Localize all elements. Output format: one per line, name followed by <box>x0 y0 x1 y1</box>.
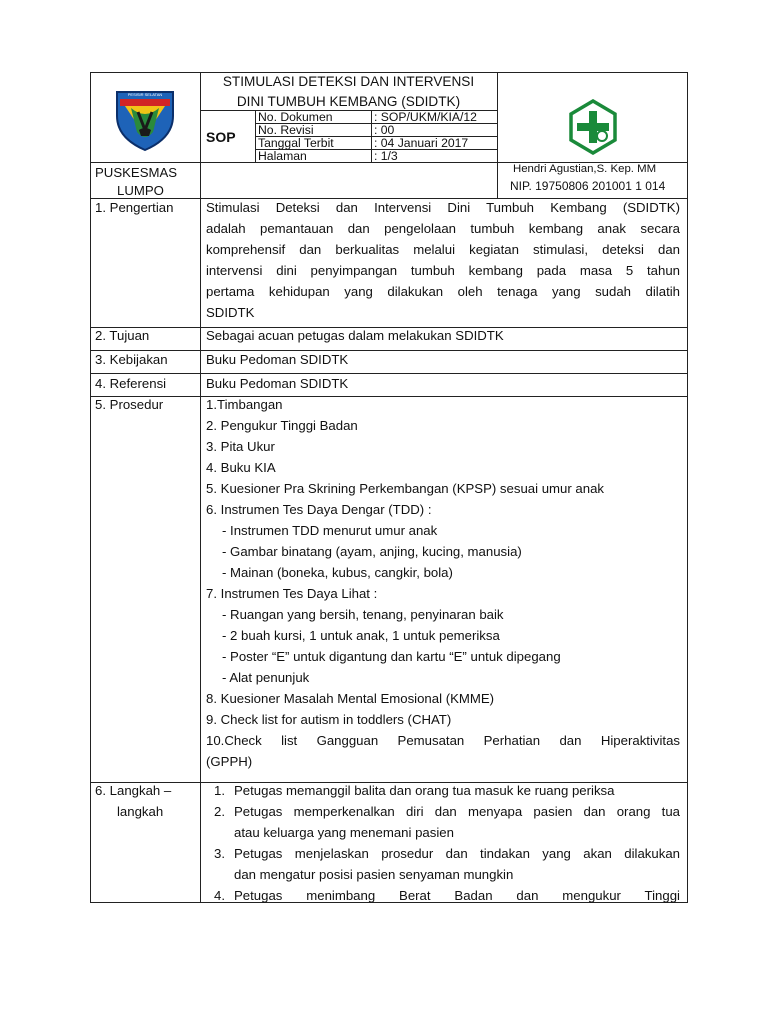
prosedur-item: 5. Kuesioner Pra Skrining Perkembangan (KPSP) sesuai umur anak <box>206 481 605 496</box>
tujuan-text: Sebagai acuan petugas dalam melakukan SDIDTK <box>206 328 504 343</box>
prosedur-item: 7. Instrumen Tes Daya Lihat : <box>206 586 378 601</box>
divider <box>90 350 688 351</box>
doc-field-label: Halaman <box>258 149 307 163</box>
doc-field-value: : 04 Januari 2017 <box>374 136 469 150</box>
doc-field-label: No. Dokumen <box>258 110 333 124</box>
section-label-langkah: 6. Langkah – <box>95 783 172 798</box>
section-label-langkah-cont: langkah <box>117 804 164 819</box>
divider <box>497 72 498 198</box>
prosedur-subitem: - 2 buah kursi, 1 untuk anak, 1 untuk pemeriksa <box>222 628 500 643</box>
document-title-line1: STIMULASI DETEKSI DAN INTERVENSI <box>222 74 475 89</box>
signer-name: Hendri Agustian,S. Kep. MM <box>513 163 657 175</box>
prosedur-item: 8. Kuesioner Masalah Mental Emosional (KMME) <box>206 691 495 706</box>
document-title-line2: DINI TUMBUH KEMBANG (SDIDTK) <box>236 94 461 109</box>
doc-field-value: : 00 <box>374 123 395 137</box>
doc-field-value: : 1/3 <box>374 149 398 163</box>
prosedur-item: 9. Check list for autism in toddlers (CHAT) <box>206 712 452 727</box>
step-text: Petugas menjelaskan prosedur dan tindakan yang akan dilakukan <box>234 846 680 861</box>
step-text: atau keluarga yang menemani pasien <box>234 825 454 840</box>
doc-field-label: Tanggal Terbit <box>258 136 334 150</box>
prosedur-item: 3. Pita Ukur <box>206 439 275 454</box>
section-label-prosedur: 5. Prosedur <box>95 397 164 412</box>
signer-nip: NIP. 19750806 201001 1 014 <box>510 179 666 193</box>
doc-field-value: : SOP/UKM/KIA/12 <box>374 110 477 124</box>
step-number: 1. <box>214 783 225 798</box>
divider <box>200 198 201 903</box>
pengertian-line: Stimulasi Deteksi dan Intervensi Dini Tumbuh Kembang (SDIDTK) <box>206 200 680 215</box>
divider <box>200 72 201 198</box>
step-number: 2. <box>214 804 225 819</box>
prosedur-item: 4. Buku KIA <box>206 460 276 475</box>
section-label-tujuan: 2. Tujuan <box>95 328 150 343</box>
section-label-referensi: 4. Referensi <box>95 376 167 391</box>
prosedur-item: 6. Instrumen Tes Daya Dengar (TDD) : <box>206 502 432 517</box>
step-text: dan mengatur posisi pasien senyaman mungkin <box>234 867 514 882</box>
referensi-text: Buku Pedoman SDIDTK <box>206 376 349 391</box>
pengertian-line: intervensi dini penyimpangan tumbuh kembang pada masa 5 tahun <box>206 263 680 278</box>
prosedur-subitem: - Instrumen TDD menurut umur anak <box>222 523 438 538</box>
org-name-line1: PUSKESMAS <box>95 165 178 180</box>
prosedur-subitem: - Alat penunjuk <box>222 670 310 685</box>
prosedur-item: 1.Timbangan <box>206 397 283 412</box>
prosedur-subitem: - Gambar binatang (ayam, anjing, kucing, manusia) <box>222 544 522 559</box>
prosedur-item: 10.Check list Gangguan Pemusatan Perhatian dan Hiperaktivitas <box>206 733 680 748</box>
divider <box>90 396 688 397</box>
section-label-kebijakan: 3. Kebijakan <box>95 352 168 367</box>
kebijakan-text: Buku Pedoman SDIDTK <box>206 352 349 367</box>
prosedur-item: 2. Pengukur Tinggi Badan <box>206 418 358 433</box>
step-number: 4. <box>214 888 225 903</box>
divider <box>90 373 688 374</box>
pengertian-line: adalah pemantauan dan pengelolaan tumbuh kembang anak secara <box>206 221 680 236</box>
section-label-pengertian: 1. Pengertian <box>95 200 174 215</box>
step-text: Petugas memperkenalkan diri dan menyapa pasien dan orang tua <box>234 804 680 819</box>
prosedur-subitem: - Ruangan yang bersih, tenang, penyinaran baik <box>222 607 504 622</box>
pengertian-line: pertama kehidupan yang dilakukan oleh tenaga yang sudah dilatih <box>206 284 680 299</box>
step-text: Petugas menimbang Berat Badan dan mengukur Tinggi <box>234 888 680 903</box>
doc-field-label: No. Revisi <box>258 123 314 137</box>
prosedur-subitem: - Mainan (boneka, kubus, cangkir, bola) <box>222 565 453 580</box>
sop-label: SOP <box>206 129 236 145</box>
org-name-line2: LUMPO <box>117 183 164 198</box>
step-text: Petugas memanggil balita dan orang tua masuk ke ruang periksa <box>234 783 615 798</box>
step-number: 3. <box>214 846 225 861</box>
logo-text: PESISIR SELATAN <box>127 92 163 97</box>
prosedur-subitem: - Poster “E” untuk digantung dan kartu “E” untuk dipegang <box>222 649 561 664</box>
puskesmas-logo <box>565 99 621 155</box>
prosedur-item: (GPPH) <box>206 754 253 769</box>
pengertian-line: komprehensif dan berkualitas melalui kegiatan stimulasi, deteksi dan <box>206 242 680 257</box>
pengertian-line: SDIDTK <box>206 305 255 320</box>
